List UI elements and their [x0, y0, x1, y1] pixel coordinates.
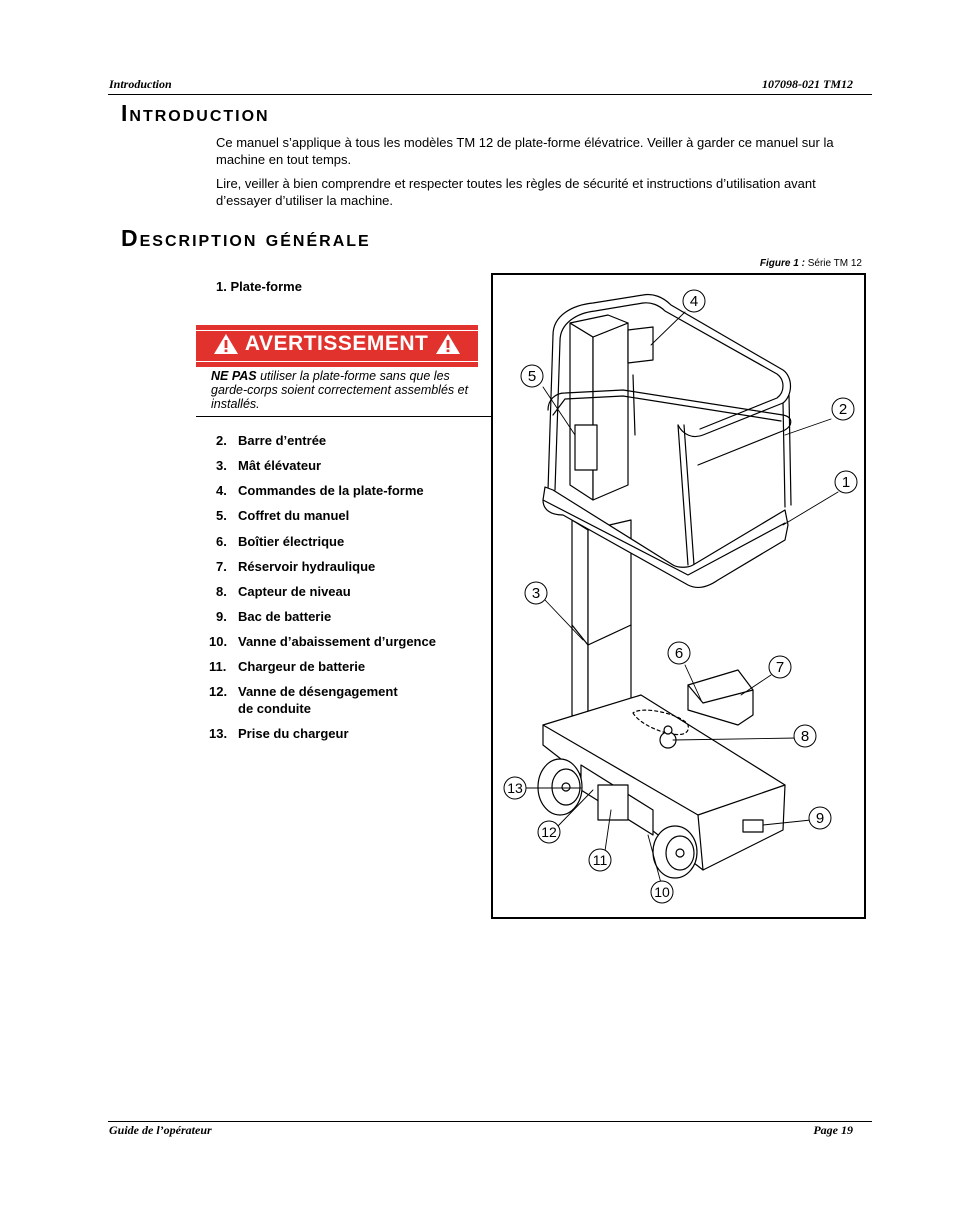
callout-layer — [493, 275, 864, 917]
running-footer-left: Guide de l’opérateur — [109, 1123, 212, 1137]
list-item: 2. Barre d’entrée — [216, 433, 327, 448]
section-title-description: Description générale — [121, 225, 371, 251]
callout-6 — [668, 642, 690, 664]
callout-5 — [521, 365, 543, 387]
list-item: 12. Vanne de désengagement de conduite — [209, 684, 398, 716]
svg-text:11: 11 — [592, 852, 608, 868]
list-item-1: 1. Plate-forme — [216, 279, 302, 294]
warning-triangle-icon — [213, 333, 239, 355]
svg-text:1: 1 — [841, 474, 851, 491]
list-item: 10. Vanne d’abaissement d’urgence — [209, 634, 436, 649]
svg-text:9: 9 — [815, 810, 825, 827]
list-item: 9. Bac de batterie — [216, 609, 332, 624]
warning-banner — [196, 325, 478, 367]
figure-frame — [491, 273, 866, 919]
callout-1 — [835, 471, 857, 493]
svg-text:12: 12 — [541, 824, 557, 840]
intro-paragraph-2: Lire, veiller à bien comprendre et respecter toutes les règles de sécurité et instructions d’utilisation avant d’essayer d’utiliser la machine. — [216, 176, 816, 208]
callout-3 — [525, 582, 547, 604]
callout-7 — [769, 656, 791, 678]
list-item: 4. Commandes de la plate-forme — [216, 483, 424, 498]
list-item: 8. Capteur de niveau — [216, 584, 351, 599]
header-rule — [108, 94, 872, 95]
svg-text:5: 5 — [527, 368, 537, 385]
warning-title: AVERTISSEMENT — [244, 332, 429, 355]
warning-triangle-icon — [435, 333, 461, 355]
svg-text:8: 8 — [800, 728, 810, 745]
callout-2 — [832, 398, 854, 420]
callout-11 — [589, 849, 611, 871]
list-item: 13. Prise du chargeur — [209, 726, 349, 741]
running-header-left: Introduction — [109, 77, 172, 91]
footer-rule — [108, 1121, 872, 1122]
running-footer-right: Page 19 — [813, 1123, 853, 1137]
figure-caption-text: Série TM 12 — [804, 258, 862, 269]
warning-text — [211, 369, 489, 411]
warning-rule — [196, 416, 492, 417]
running-header-right: 107098-021 TM12 — [762, 77, 853, 91]
figure-caption-label: Figure 1 : — [759, 258, 805, 269]
figure-caption — [760, 258, 862, 269]
svg-text:2: 2 — [838, 401, 848, 418]
svg-text:4: 4 — [689, 293, 699, 310]
list-item: 5. Coffret du manuel — [216, 508, 350, 523]
intro-paragraph-1: Ce manuel s’applique à tous les modèles TM 12 de plate-forme élévatrice. Veiller à garder ce manuel sur la machine en tout temps. — [216, 135, 834, 167]
callout-12 — [538, 821, 560, 843]
warning-strong: NE PAS — [211, 369, 257, 383]
list-item: 3. Mât élévateur — [216, 458, 322, 473]
svg-text:3: 3 — [531, 585, 541, 602]
svg-text:10: 10 — [654, 884, 670, 900]
callout-9 — [809, 807, 831, 829]
list-item: 6. Boîtier électrique — [216, 534, 345, 549]
callout-10 — [651, 881, 673, 903]
svg-text:7: 7 — [775, 659, 785, 676]
callout-13 — [504, 777, 526, 799]
svg-text:13: 13 — [507, 780, 523, 796]
section-title-introduction: Introduction — [121, 100, 270, 126]
callout-4 — [683, 290, 705, 312]
warning-body: utiliser la plate-forme sans que les garde-corps soient correctement assemblés et installés. — [211, 369, 469, 411]
svg-text:6: 6 — [674, 645, 684, 662]
list-item: 11. Chargeur de batterie — [209, 659, 366, 674]
callout-8 — [794, 725, 816, 747]
list-item: 7. Réservoir hydraulique — [216, 559, 376, 574]
